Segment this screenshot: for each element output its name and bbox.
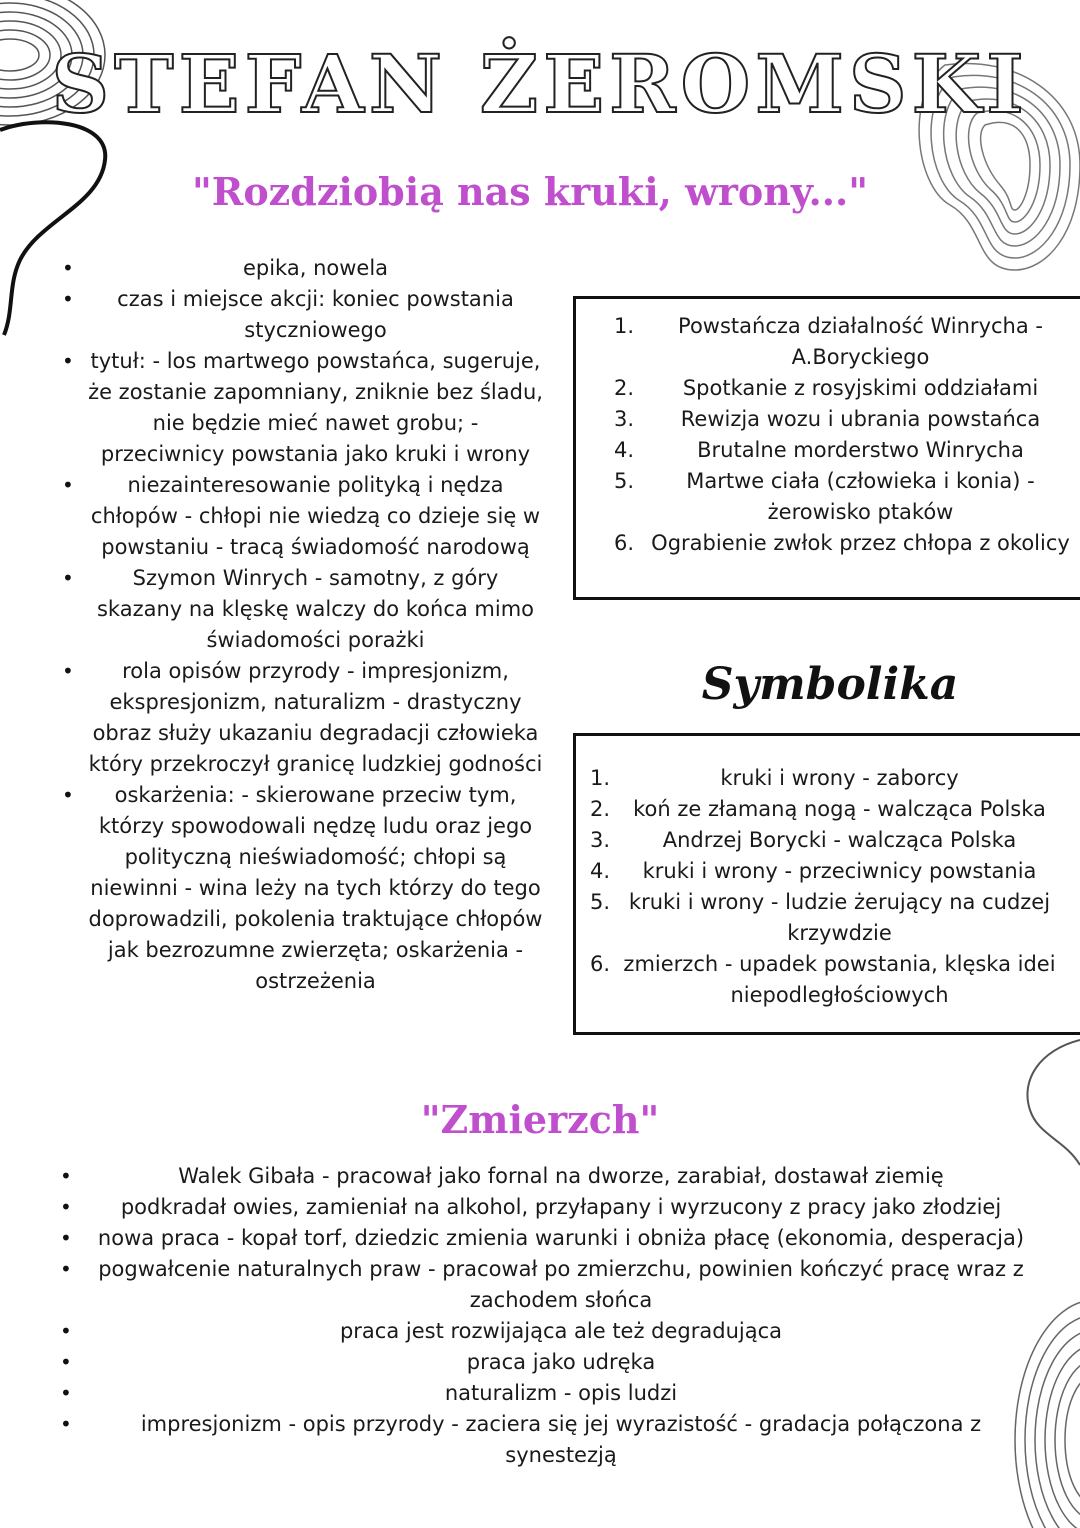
list-item: • czas i miejsce akcji: koniec powstania styczniowego — [88, 284, 543, 346]
plot-item: 1. Powstańcza działalność Winrycha - A.Boryckiego — [614, 314, 1043, 369]
list-item: • oskarżenia: - skierowane przeciw tym, którzy spowodowali nędzę ludu oraz jego polityczną nieświadomość; chłopi są niewinni - wina leży na tych którzy do tego doprowadzili, pokolenia traktujące chłopów jak bezrozumne zwierzęta; oskarżenia - ostrzeżenia — [88, 780, 543, 997]
list-item: • tytuł: - los martwego powstańca, sugeruje, że zostanie zapomniany, zniknie bez śladu, nie będzie mieć nawet grobu; - przeciwnicy powstania jako kruki i wrony — [88, 346, 543, 470]
symbol-item: 4. kruki i wrony - przeciwnicy powstania — [590, 859, 1037, 883]
list-item: • niezainteresowanie polityką i nędza chłopów - chłopi nie wiedzą co dzieje się w powstaniu - tracą świadomość narodową — [88, 470, 543, 563]
section-heading-rozdziobia: "Rozdziobią nas kruki, wrony..." — [191, 169, 869, 214]
plot-item: 3. Rewizja wozu i ubrania powstańca — [614, 407, 1041, 431]
section-heading-zmierzch: "Zmierzch" — [420, 1097, 660, 1142]
list-item: • Walek Gibała - pracował jako fornal na dworze, zarabiał, dostawał ziemię — [86, 1161, 1036, 1192]
symbol-item: 2. koń ze złamaną nogą - walcząca Polska — [590, 797, 1046, 821]
plot-item: 6. Ograbienie zwłok przez chłopa z okolicy — [614, 531, 1070, 555]
plot-item: 5. Martwe ciała (człowieka i konia) - żerowisko ptaków — [614, 469, 1035, 524]
plot-events-box — [573, 296, 1080, 600]
list-item: • impresjonizm - opis przyrody - zaciera się jej wyrazistość - gradacja połączona z synestezją — [86, 1409, 1036, 1471]
list-item: • praca jest rozwijająca ale też degradująca — [86, 1316, 1036, 1347]
list-item: • epika, nowela — [88, 253, 543, 284]
zmierzch-bullet-list — [86, 1161, 1036, 1471]
symbol-item: 1. kruki i wrony - zaborcy — [590, 766, 959, 790]
summary-bullet-list — [88, 253, 543, 997]
plot-item: 4. Brutalne morderstwo Winrycha — [614, 438, 1024, 462]
list-item: • podkradał owies, zamieniał na alkohol, przyłapany i wyrzucony z pracy jako złodziej — [86, 1192, 1036, 1223]
symbolika-heading: Symbolika — [701, 659, 959, 710]
list-item: • praca jako udręka — [86, 1347, 1036, 1378]
list-item: • rola opisów przyrody - impresjonizm, ekspresjonizm, naturalizm - drastyczny obraz służy ukazaniu degradacji człowieka który przekroczył granicę ludzkiej godności — [88, 656, 543, 780]
list-item: • Szymon Winrych - samotny, z góry skazany na klęskę walczy do końca mimo świadomości porażki — [88, 563, 543, 656]
list-item: • naturalizm - opis ludzi — [86, 1378, 1036, 1409]
symbol-item: 5. kruki i wrony - ludzie żerujący na cudzej krzywdzie — [590, 890, 1051, 945]
symbolika-box — [573, 733, 1080, 1035]
plot-item: 2. Spotkanie z rosyjskimi oddziałami — [614, 376, 1039, 400]
list-item: • nowa praca - kopał torf, dziedzic zmienia warunki i obniża płacę (ekonomia, desperacja) — [86, 1223, 1036, 1254]
symbol-item: 6. zmierzch - upadek powstania, klęska idei niepodległościowych — [590, 952, 1056, 1007]
list-item: • pogwałcenie naturalnych praw - pracował po zmierzchu, powinien kończyć pracę wraz z zachodem słońca — [86, 1254, 1036, 1316]
symbol-item: 3. Andrzej Borycki - walcząca Polska — [590, 828, 1017, 852]
page-title: STEFAN ŻEROMSKI — [51, 37, 1029, 131]
